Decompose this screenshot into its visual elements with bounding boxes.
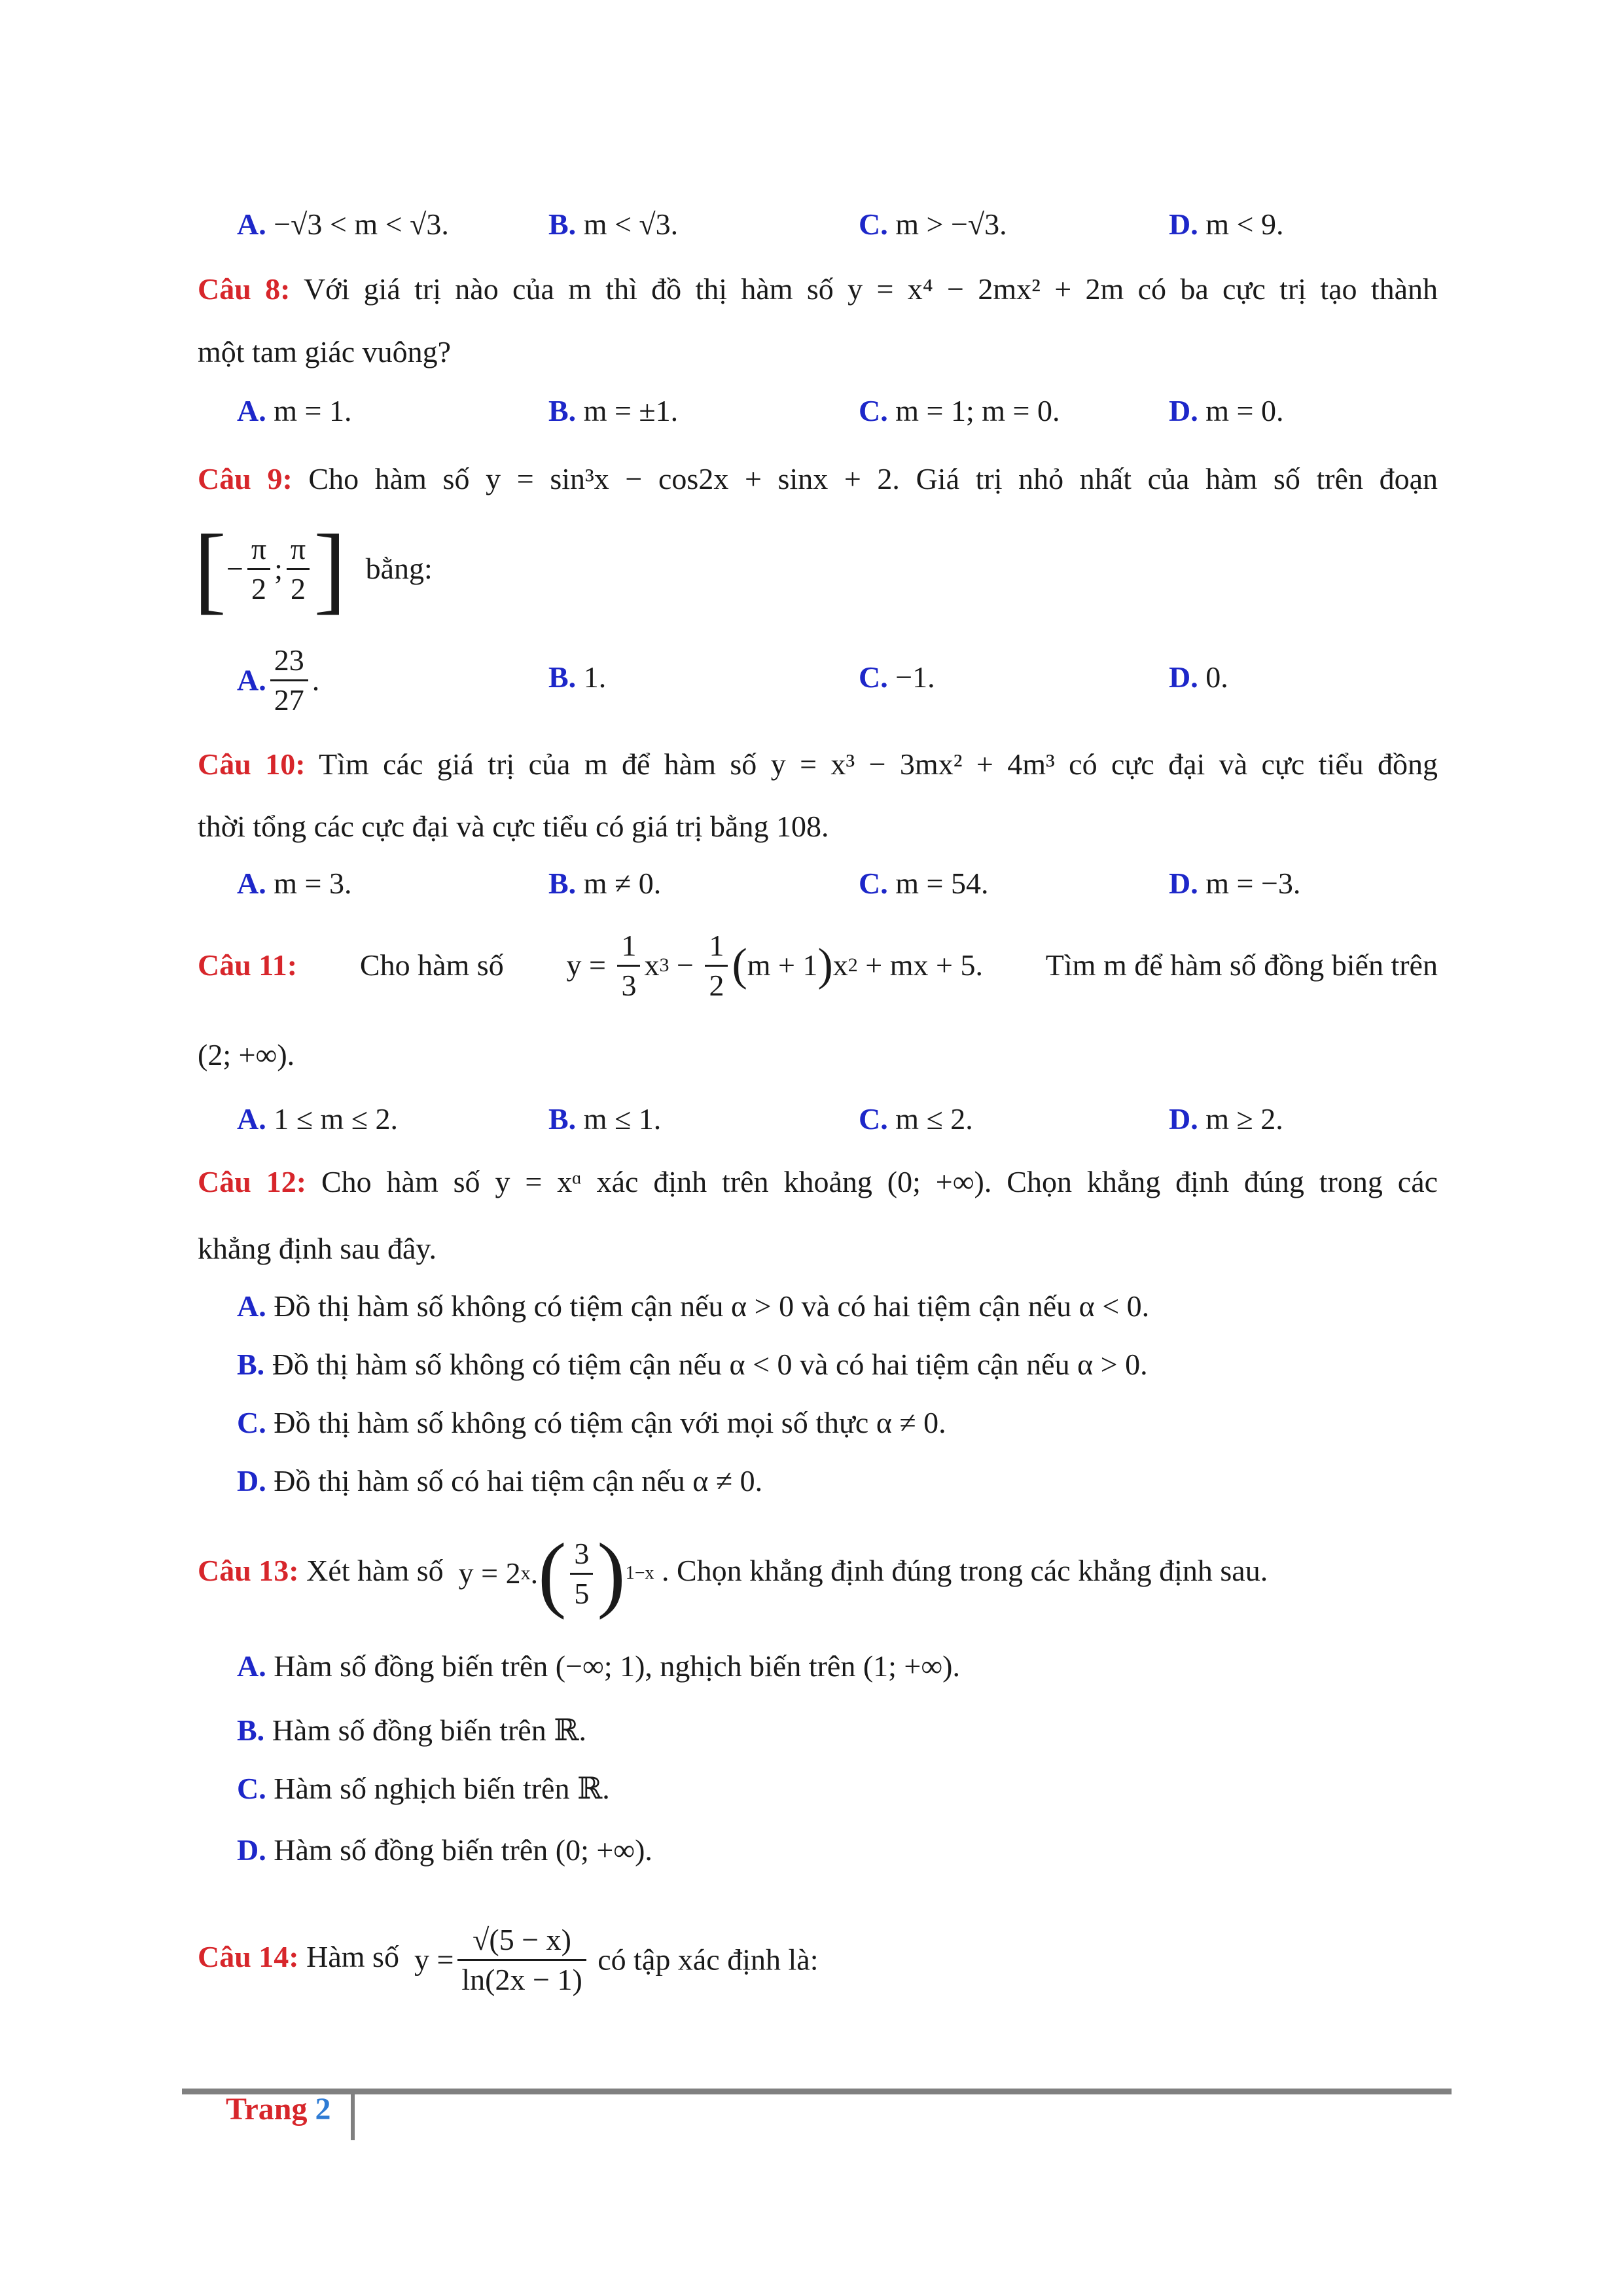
question-text: Với giá trị nào của m thì đồ thị hàm số [303, 272, 834, 306]
option-text: Hàm số nghịch biến trên ℝ. [274, 1772, 610, 1805]
option-letter: C. [859, 867, 888, 900]
option-letter: C. [237, 1406, 266, 1439]
option-text: −√3 < m < √3. [274, 207, 449, 241]
option-letter: A. [237, 867, 266, 900]
fraction-domain: $\frac{√(5 - x)}{\ln(2x - 1)}$ [457, 1921, 586, 1999]
q10-option-d [1169, 864, 1300, 903]
q8-stem-line1 [198, 270, 1438, 309]
page-number [226, 2089, 330, 2130]
question-label: Câu 11: [198, 948, 298, 982]
option-text: Đồ thị hàm số có hai tiệm cận nếu α ≠ 0. [274, 1464, 763, 1498]
question-text: Hàm số [306, 1940, 399, 1973]
option-letter: B. [548, 867, 577, 900]
option-letter: A. [237, 663, 266, 697]
q11-option-a [237, 1100, 398, 1139]
footer-separator [351, 2094, 355, 2140]
q11-option-b [548, 1100, 661, 1139]
option-letter: B. [548, 1102, 577, 1136]
question-label: Câu 10: [198, 747, 306, 781]
fraction-pi-over-2: $\frac{\pi}{2}$ [287, 530, 310, 608]
option-text: 1. [583, 660, 607, 694]
footer-divider [182, 2089, 1452, 2094]
option-text: m = 0. [1205, 394, 1284, 427]
q11-stem-line2: (2; +∞). [198, 1038, 295, 1071]
question-text: bằng: [365, 552, 433, 586]
fraction-neg-pi-over-2: $\frac{\pi}{2}$ [247, 530, 270, 608]
option-letter: D. [1169, 394, 1198, 427]
formula: y = sin³x − cos2x + sinx + 2. [486, 462, 900, 495]
q12-option-a [237, 1287, 1149, 1326]
option-letter: C. [859, 207, 888, 241]
formula: y = 2 x . ( $\frac{3}{5}$ ) 1−x [451, 1526, 654, 1621]
q13-option-a [237, 1647, 960, 1686]
q10-stem-line2: thời tổng các cực đại và cực tiểu có giá trị bằng 108. [198, 810, 829, 843]
option-letter: B. [237, 1348, 265, 1381]
option-text: m < 9. [1205, 207, 1284, 241]
q7-option-b [548, 205, 678, 244]
q12-stem-line2: khẳng định sau đây. [198, 1232, 437, 1265]
q11-option-d [1169, 1100, 1283, 1139]
option-text: m = 1; m = 0. [895, 394, 1060, 427]
q13-option-b [237, 1711, 586, 1750]
option-letter: B. [548, 394, 577, 427]
question-label: Câu 12: [198, 1165, 307, 1198]
formula: y = $\frac{1}{3}$ x 3 − $\frac{1}{2}$ ( m + 1 ) x 2 + mx + 5. [567, 920, 983, 1011]
formula: y = x³ − 3mx² + 4m³ [770, 747, 1055, 781]
option-text: m = 3. [274, 867, 352, 900]
option-text: m = −3. [1205, 867, 1301, 900]
left-bracket: [ [194, 514, 226, 624]
page-label: Trang [226, 2092, 308, 2126]
q10-stem-line1 [198, 745, 1438, 784]
question-text: có tập xác định là: [597, 1943, 819, 1977]
q8-stem-line2: một tam giác vuông? [198, 335, 452, 368]
q12-option-d [237, 1462, 762, 1501]
q13-option-c [237, 1769, 610, 1808]
q9-option-a [237, 635, 319, 720]
question-label: Câu 13: [198, 1554, 299, 1587]
q9-stem-line2: [− $\frac{\pi}{2}$ ; $\frac{\pi}{2}$ ] bằng: [194, 514, 433, 624]
option-letter: D. [1169, 867, 1198, 900]
q8-option-d [1169, 391, 1283, 431]
question-text: có cực đại và cực tiểu đồng [1069, 747, 1438, 781]
q12-stem-line1 [198, 1162, 1438, 1202]
right-bracket: ] [313, 514, 347, 624]
question-text: Xét hàm số [306, 1554, 444, 1587]
option-letter: D. [1169, 1102, 1198, 1136]
option-text: Đồ thị hàm số không có tiệm cận với mọi số thực α ≠ 0. [274, 1406, 946, 1439]
option-letter: D. [237, 1833, 266, 1867]
q11-option-c [859, 1100, 973, 1139]
option-text: m ≠ 0. [583, 867, 662, 900]
option-text: 0. [1205, 660, 1228, 694]
question-text: Cho hàm số [308, 462, 470, 495]
option-letter: C. [859, 394, 888, 427]
q10-option-b [548, 864, 661, 903]
option-text: Hàm số đồng biến trên ℝ. [272, 1713, 586, 1747]
page-number-value: 2 [315, 2092, 331, 2126]
option-letter: C. [859, 660, 888, 694]
q10-option-c [859, 864, 988, 903]
question-text: Cho hàm số [321, 1165, 480, 1198]
option-text: Đồ thị hàm số không có tiệm cận nếu α > 0 và có hai tiệm cận nếu α < 0. [274, 1289, 1150, 1323]
question-text: Giá trị nhỏ nhất của hàm số trên đoạn [916, 462, 1438, 495]
option-text: m ≥ 2. [1205, 1102, 1283, 1136]
option-letter: C. [859, 1102, 888, 1136]
question-text: . Chọn khẳng định đúng trong các khẳng định sau. [661, 1554, 1268, 1587]
q12-option-c [237, 1403, 946, 1443]
q8-option-a [237, 391, 351, 431]
option-text: m ≤ 1. [583, 1102, 662, 1136]
question-text: Cho hàm số [359, 948, 504, 982]
option-letter: A. [237, 1289, 266, 1323]
q13-stem-line1 [198, 1518, 1268, 1623]
option-text: m = ±1. [583, 394, 679, 427]
option-letter: D. [1169, 660, 1198, 694]
option-text: −1. [895, 660, 935, 694]
q9-stem-line1 [198, 459, 1438, 499]
question-text: Tìm các giá trị của m để hàm số [319, 747, 757, 781]
option-letter: B. [548, 207, 577, 241]
q7-option-a [237, 205, 449, 244]
option-text: Đồ thị hàm số không có tiệm cận nếu α < 0 và có hai tiệm cận nếu α > 0. [272, 1348, 1148, 1381]
q8-option-c [859, 391, 1060, 431]
option-text: . [312, 663, 320, 697]
option-letter: B. [237, 1713, 265, 1747]
option-letter: A. [237, 1102, 266, 1136]
question-label: Câu 9: [198, 462, 293, 495]
q12-option-b [237, 1345, 1148, 1384]
q8-option-b [548, 391, 678, 431]
option-text: Hàm số đồng biến trên (0; +∞). [274, 1833, 652, 1867]
option-text: m > −√3. [895, 207, 1007, 241]
option-text: m ≤ 2. [895, 1102, 973, 1136]
q13-option-d [237, 1831, 652, 1870]
option-text: m < √3. [583, 207, 679, 241]
question-label: Câu 14: [198, 1940, 299, 1973]
option-text: 1 ≤ m ≤ 2. [274, 1102, 399, 1136]
question-label: Câu 8: [198, 272, 291, 306]
q9-option-d [1169, 658, 1228, 697]
fraction-23-27: $\frac{23}{27}$ [270, 641, 308, 719]
q14-stem-line1: Câu 14: Hàm số y = $\frac{√(5 - x)}{\ln(2x - 1)}$ có tập xác định là: [198, 1905, 818, 2009]
formula: y = x⁴ − 2mx² + 2m [847, 272, 1124, 306]
option-text: m = 54. [895, 867, 989, 900]
option-letter: C. [237, 1772, 266, 1805]
option-letter: A. [237, 207, 266, 241]
question-text: xác định trên khoảng (0; +∞). Chọn khẳng định đúng trong các [596, 1165, 1438, 1198]
q9-option-b [548, 658, 606, 697]
option-letter: D. [1169, 207, 1198, 241]
option-text: m = 1. [274, 394, 352, 427]
option-text: Hàm số đồng biến trên (−∞; 1), nghịch biến trên (1; +∞). [274, 1649, 960, 1683]
q9-option-c [859, 658, 935, 697]
formula: y = xᵅ [495, 1165, 582, 1198]
question-text: có ba cực trị tạo thành [1137, 272, 1438, 306]
option-letter: B. [548, 660, 577, 694]
question-text: Tìm m để hàm số đồng biến trên [1045, 948, 1438, 982]
q7-option-d [1169, 205, 1283, 244]
option-letter: A. [237, 394, 266, 427]
option-letter: D. [237, 1464, 266, 1498]
option-letter: A. [237, 1649, 266, 1683]
q11-stem-line1 [198, 920, 1438, 1011]
q7-option-c [859, 205, 1007, 244]
q10-option-a [237, 864, 351, 903]
